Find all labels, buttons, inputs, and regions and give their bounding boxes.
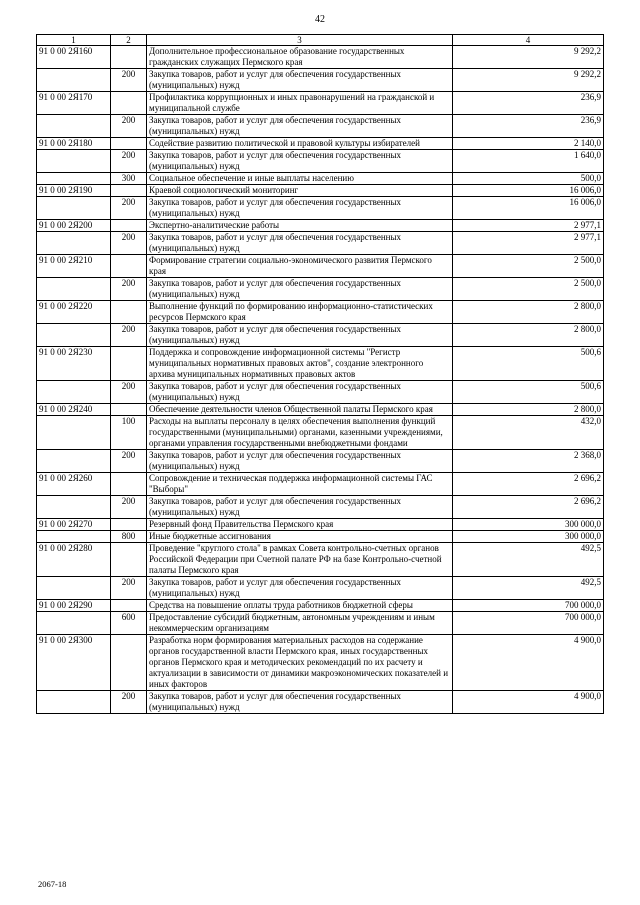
row-type-cell <box>111 138 147 150</box>
row-code-cell <box>37 278 111 301</box>
row-code-cell <box>37 381 111 404</box>
row-amount-cell: 9 292,2 <box>453 69 604 92</box>
row-name-cell: Профилактика коррупционных и иных правонарушений на гражданской и муниципальной службе <box>147 92 453 115</box>
row-name-cell: Расходы на выплаты персоналу в целях обеспечения выполнения функций государственными (муниципальными) органами, казенными учреждениями, органами управления государственными внебюджетными фондами <box>147 416 453 450</box>
row-amount-cell: 2 800,0 <box>453 301 604 324</box>
row-type-cell <box>111 92 147 115</box>
budget-table <box>36 34 604 714</box>
row-code-cell <box>37 577 111 600</box>
row-name-cell: Выполнение функций по формированию информационно-статистических ресурсов Пермского края <box>147 301 453 324</box>
row-type-cell: 600 <box>111 612 147 635</box>
row-amount-cell: 236,9 <box>453 115 604 138</box>
row-amount-cell: 300 000,0 <box>453 531 604 543</box>
row-type-cell <box>111 185 147 197</box>
table-row <box>37 278 604 301</box>
row-type-cell <box>111 600 147 612</box>
row-code-cell: 91 0 00 2Я230 <box>37 347 111 381</box>
row-type-cell: 200 <box>111 324 147 347</box>
row-code-cell: 91 0 00 2Я220 <box>37 301 111 324</box>
row-type-cell: 200 <box>111 232 147 255</box>
row-name-cell: Закупка товаров, работ и услуг для обеспечения государственных (муниципальных) нужд <box>147 232 453 255</box>
row-name-cell: Формирование стратегии социально-экономического развития Пермского края <box>147 255 453 278</box>
table-row <box>37 347 604 381</box>
row-amount-cell: 9 292,2 <box>453 46 604 69</box>
row-type-cell <box>111 543 147 577</box>
table-row <box>37 324 604 347</box>
row-type-cell: 300 <box>111 173 147 185</box>
row-type-cell: 200 <box>111 69 147 92</box>
row-code-cell <box>37 691 111 714</box>
table-row <box>37 197 604 220</box>
table-row <box>37 255 604 278</box>
row-type-cell: 200 <box>111 197 147 220</box>
row-type-cell: 200 <box>111 450 147 473</box>
column-header-4: 4 <box>453 35 604 46</box>
row-code-cell <box>37 496 111 519</box>
table-row <box>37 496 604 519</box>
row-amount-cell: 300 000,0 <box>453 519 604 531</box>
row-amount-cell: 700 000,0 <box>453 612 604 635</box>
row-name-cell: Поддержка и сопровождение информационной системы "Регистр муниципальных нормативных правовых актов", создание электронного архива муниципальных нормативных правовых актов <box>147 347 453 381</box>
row-amount-cell: 4 900,0 <box>453 635 604 691</box>
row-name-cell: Иные бюджетные ассигнования <box>147 531 453 543</box>
row-name-cell: Закупка товаров, работ и услуг для обеспечения государственных (муниципальных) нужд <box>147 691 453 714</box>
row-type-cell <box>111 220 147 232</box>
row-code-cell: 91 0 00 2Я290 <box>37 600 111 612</box>
row-code-cell: 91 0 00 2Я280 <box>37 543 111 577</box>
row-amount-cell: 2 977,1 <box>453 232 604 255</box>
row-name-cell: Средства на повышение оплаты труда работников бюджетной сферы <box>147 600 453 612</box>
table-row <box>37 138 604 150</box>
row-name-cell: Обеспечение деятельности членов Общественной палаты Пермского края <box>147 404 453 416</box>
row-name-cell: Закупка товаров, работ и услуг для обеспечения государственных (муниципальных) нужд <box>147 115 453 138</box>
table-row <box>37 46 604 69</box>
row-code-cell <box>37 115 111 138</box>
row-name-cell: Социальное обеспечение и иные выплаты населению <box>147 173 453 185</box>
row-code-cell <box>37 173 111 185</box>
row-name-cell: Содействие развитию политической и правовой культуры избирателей <box>147 138 453 150</box>
row-name-cell: Разработка норм формирования материальных расходов на содержание органов государственной власти Пермского края, иных государственных органов Пермского края и методических рекомендаций по их расчету и актуализации в зависимости от динамики макроэкономических показателей и иных факторов <box>147 635 453 691</box>
table-row <box>37 691 604 714</box>
row-name-cell: Закупка товаров, работ и услуг для обеспечения государственных (муниципальных) нужд <box>147 150 453 173</box>
row-type-cell <box>111 635 147 691</box>
page-number: 42 <box>315 14 325 25</box>
row-type-cell <box>111 301 147 324</box>
row-name-cell: Закупка товаров, работ и услуг для обеспечения государственных (муниципальных) нужд <box>147 69 453 92</box>
row-amount-cell: 2 800,0 <box>453 404 604 416</box>
table-row <box>37 232 604 255</box>
table-row <box>37 543 604 577</box>
row-type-cell: 800 <box>111 531 147 543</box>
row-type-cell <box>111 404 147 416</box>
table-row <box>37 115 604 138</box>
table-row <box>37 635 604 691</box>
table-row <box>37 301 604 324</box>
row-type-cell: 200 <box>111 691 147 714</box>
row-name-cell: Закупка товаров, работ и услуг для обеспечения государственных (муниципальных) нужд <box>147 197 453 220</box>
row-code-cell <box>37 69 111 92</box>
table-row <box>37 69 604 92</box>
row-code-cell: 91 0 00 2Я270 <box>37 519 111 531</box>
row-amount-cell: 2 696,2 <box>453 496 604 519</box>
row-name-cell: Закупка товаров, работ и услуг для обеспечения государственных (муниципальных) нужд <box>147 324 453 347</box>
row-code-cell: 91 0 00 2Я210 <box>37 255 111 278</box>
row-code-cell: 91 0 00 2Я300 <box>37 635 111 691</box>
row-code-cell <box>37 324 111 347</box>
row-amount-cell: 2 800,0 <box>453 324 604 347</box>
table-row <box>37 450 604 473</box>
row-code-cell <box>37 197 111 220</box>
row-code-cell <box>37 531 111 543</box>
row-code-cell <box>37 450 111 473</box>
row-amount-cell: 2 977,1 <box>453 220 604 232</box>
table-row <box>37 173 604 185</box>
table-row <box>37 416 604 450</box>
row-amount-cell: 2 696,2 <box>453 473 604 496</box>
row-type-cell <box>111 347 147 381</box>
table-row <box>37 577 604 600</box>
table-row <box>37 220 604 232</box>
footer-code: 2067-18 <box>38 879 67 889</box>
table-row <box>37 473 604 496</box>
row-name-cell: Закупка товаров, работ и услуг для обеспечения государственных (муниципальных) нужд <box>147 278 453 301</box>
row-name-cell: Закупка товаров, работ и услуг для обеспечения государственных (муниципальных) нужд <box>147 577 453 600</box>
header-row <box>37 35 604 46</box>
column-header-3: 3 <box>147 35 453 46</box>
row-type-cell <box>111 473 147 496</box>
row-amount-cell: 492,5 <box>453 577 604 600</box>
row-amount-cell: 2 368,0 <box>453 450 604 473</box>
row-name-cell: Проведение "круглого стола" в рамках Совета контрольно-счетных органов Российской Федерации при Счетной палате РФ на базе Контрольно-счетной палаты Пермского края <box>147 543 453 577</box>
row-code-cell <box>37 612 111 635</box>
row-name-cell: Закупка товаров, работ и услуг для обеспечения государственных (муниципальных) нужд <box>147 496 453 519</box>
table-row <box>37 381 604 404</box>
row-amount-cell: 492,5 <box>453 543 604 577</box>
row-amount-cell: 2 500,0 <box>453 278 604 301</box>
row-type-cell: 200 <box>111 115 147 138</box>
table-row <box>37 612 604 635</box>
table-row <box>37 600 604 612</box>
row-type-cell <box>111 255 147 278</box>
column-header-1: 1 <box>37 35 111 46</box>
row-code-cell: 91 0 00 2Я260 <box>37 473 111 496</box>
row-code-cell: 91 0 00 2Я180 <box>37 138 111 150</box>
row-amount-cell: 432,0 <box>453 416 604 450</box>
row-code-cell: 91 0 00 2Я240 <box>37 404 111 416</box>
row-code-cell <box>37 150 111 173</box>
row-name-cell: Закупка товаров, работ и услуг для обеспечения государственных (муниципальных) нужд <box>147 381 453 404</box>
row-code-cell: 91 0 00 2Я160 <box>37 46 111 69</box>
row-amount-cell: 4 900,0 <box>453 691 604 714</box>
row-name-cell: Закупка товаров, работ и услуг для обеспечения государственных (муниципальных) нужд <box>147 450 453 473</box>
row-type-cell: 200 <box>111 577 147 600</box>
row-name-cell: Предоставление субсидий бюджетным, автономным учреждениям и иным некоммерческим организациям <box>147 612 453 635</box>
row-code-cell: 91 0 00 2Я200 <box>37 220 111 232</box>
table-row <box>37 185 604 197</box>
row-name-cell: Сопровождение и техническая поддержка информационной системы ГАС "Выборы" <box>147 473 453 496</box>
row-type-cell: 200 <box>111 496 147 519</box>
table-row <box>37 150 604 173</box>
row-code-cell: 91 0 00 2Я170 <box>37 92 111 115</box>
row-amount-cell: 500,6 <box>453 347 604 381</box>
row-type-cell <box>111 46 147 69</box>
row-amount-cell: 1 640,0 <box>453 150 604 173</box>
row-amount-cell: 500,6 <box>453 381 604 404</box>
row-amount-cell: 16 006,0 <box>453 197 604 220</box>
table-body <box>37 46 604 714</box>
row-type-cell: 200 <box>111 150 147 173</box>
row-amount-cell: 500,0 <box>453 173 604 185</box>
row-name-cell: Краевой социологический мониторинг <box>147 185 453 197</box>
row-name-cell: Экспертно-аналитические работы <box>147 220 453 232</box>
row-code-cell <box>37 232 111 255</box>
row-code-cell <box>37 416 111 450</box>
row-type-cell: 100 <box>111 416 147 450</box>
row-name-cell: Резервный фонд Правительства Пермского края <box>147 519 453 531</box>
row-type-cell: 200 <box>111 381 147 404</box>
table-row <box>37 519 604 531</box>
row-name-cell: Дополнительное профессиональное образование государственных гражданских служащих Пермского края <box>147 46 453 69</box>
row-type-cell <box>111 519 147 531</box>
table-row <box>37 531 604 543</box>
row-amount-cell: 2 140,0 <box>453 138 604 150</box>
row-amount-cell: 16 006,0 <box>453 185 604 197</box>
row-amount-cell: 700 000,0 <box>453 600 604 612</box>
table-row <box>37 404 604 416</box>
column-header-2: 2 <box>111 35 147 46</box>
row-amount-cell: 236,9 <box>453 92 604 115</box>
row-amount-cell: 2 500,0 <box>453 255 604 278</box>
table-row <box>37 92 604 115</box>
row-type-cell: 200 <box>111 278 147 301</box>
row-code-cell: 91 0 00 2Я190 <box>37 185 111 197</box>
